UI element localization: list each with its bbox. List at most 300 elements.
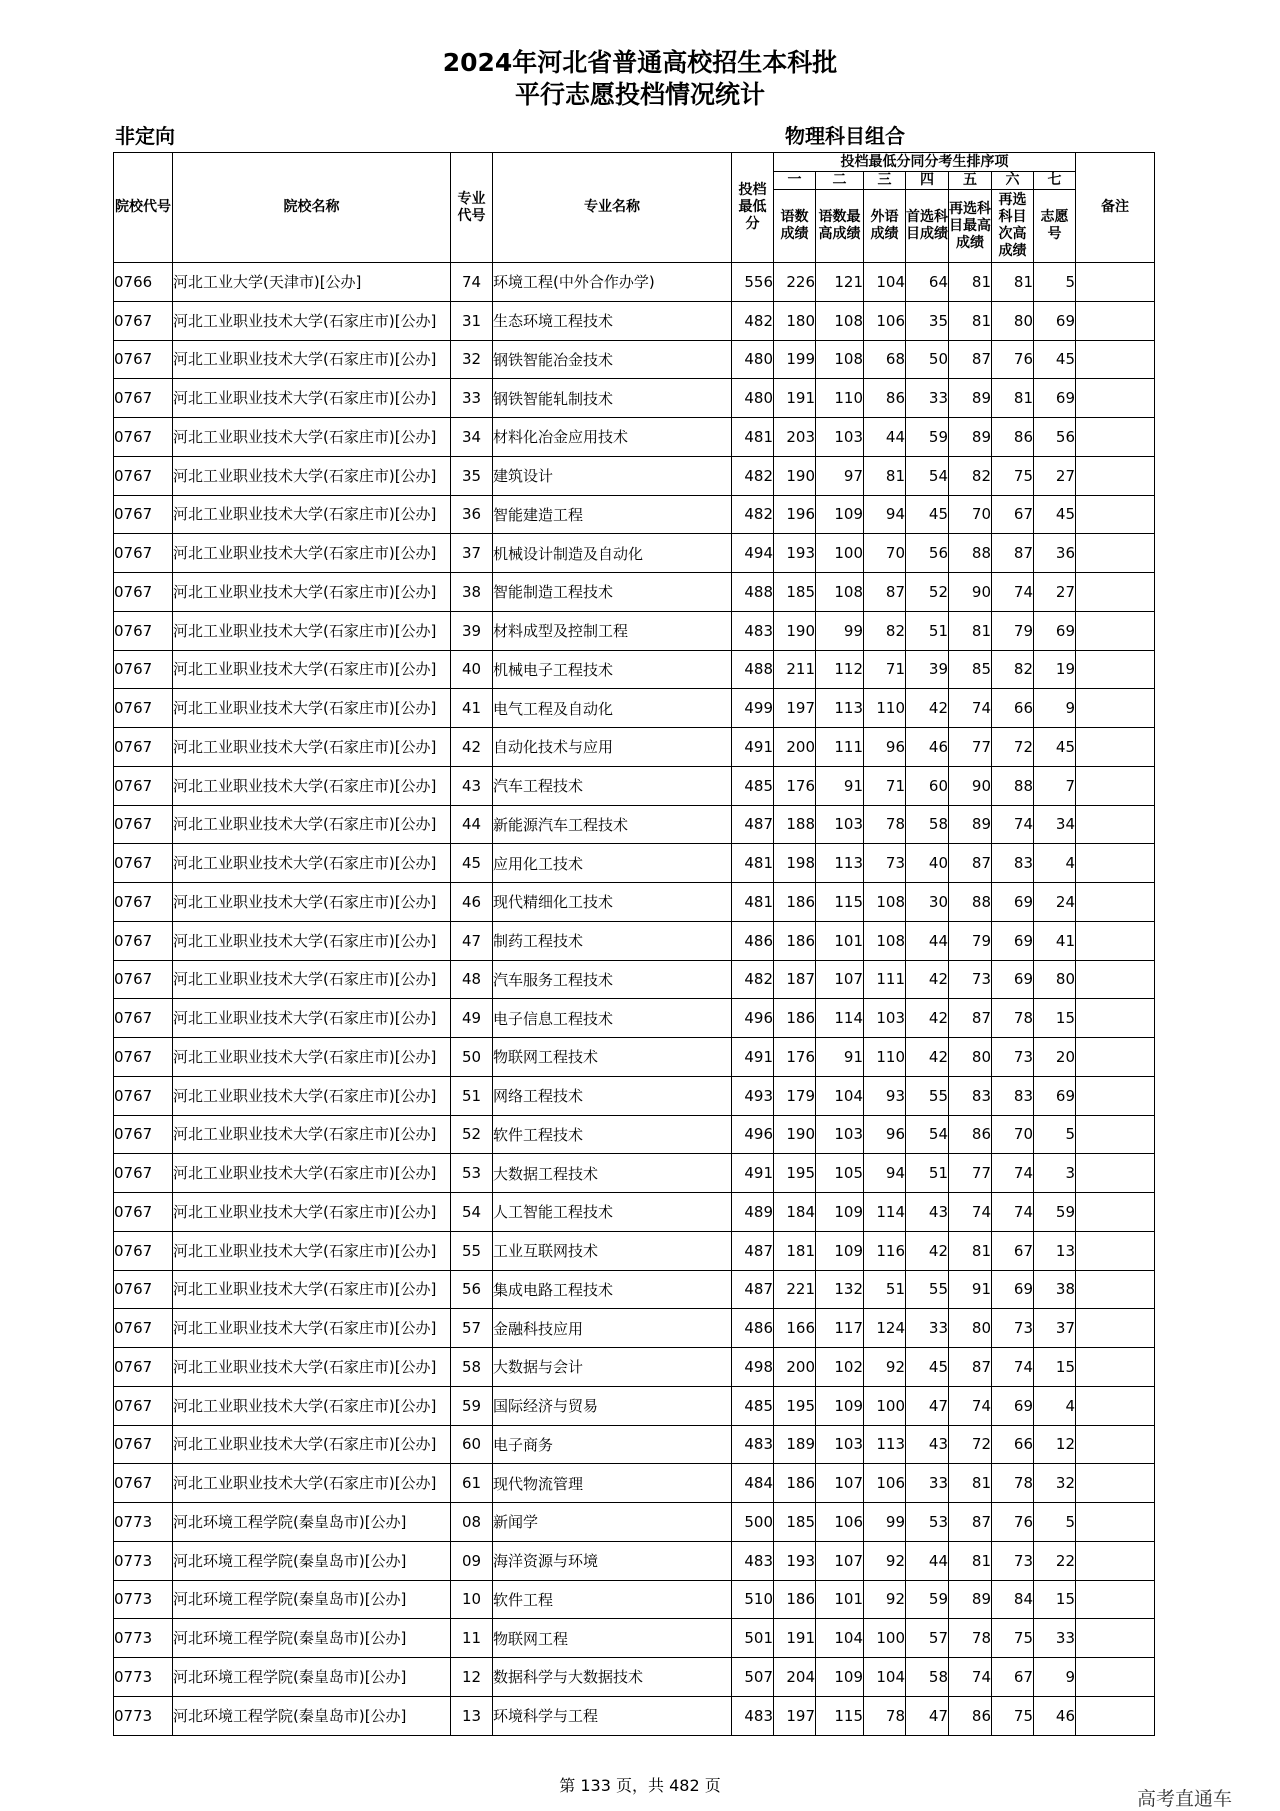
sort-cell: 87 (949, 1348, 992, 1387)
sort-cell: 83 (992, 844, 1034, 883)
major-code-cell: 54 (451, 1193, 493, 1232)
school-name-cell (173, 883, 451, 922)
school-name-cell (173, 1658, 451, 1697)
sort-cell: 179 (774, 1076, 816, 1115)
sort-cell: 92 (864, 1348, 906, 1387)
sort-cell: 34 (1034, 805, 1076, 844)
sort-cell: 51 (864, 1270, 906, 1309)
school-code-cell: 0767 (114, 999, 173, 1038)
remark-cell (1076, 1115, 1155, 1154)
sort-cell: 3 (1034, 1154, 1076, 1193)
min-score-cell: 480 (732, 379, 774, 418)
sort-cell: 181 (774, 1231, 816, 1270)
sort-cell: 71 (864, 766, 906, 805)
sort-cell: 38 (1034, 1270, 1076, 1309)
major-name-cell: 现代精细化工技术 (493, 883, 732, 922)
sort-cell: 42 (906, 999, 949, 1038)
sort-cell: 185 (774, 573, 816, 612)
major-code-cell: 46 (451, 883, 493, 922)
school-code-cell: 0767 (114, 534, 173, 573)
school-name-cell (173, 1231, 451, 1270)
sort-cell: 109 (816, 1231, 864, 1270)
sort-cell: 70 (992, 1115, 1034, 1154)
min-score-cell: 507 (732, 1658, 774, 1697)
school-name-text: 河北工业职业技术大学(石家庄市)[公办] (173, 1319, 437, 1338)
page-title: 2024年河北省普通高校招生本科批 (442, 48, 838, 77)
major-name-cell: 现代物流管理 (493, 1464, 732, 1503)
school-code-cell: 0767 (114, 1386, 173, 1425)
school-code-cell: 0773 (114, 1696, 173, 1735)
sort-cell: 193 (774, 534, 816, 573)
min-score-cell: 510 (732, 1580, 774, 1619)
table-row (114, 805, 1155, 844)
sort-cell: 89 (949, 418, 992, 457)
sort-cell: 106 (864, 301, 906, 340)
sort-cell: 81 (992, 379, 1034, 418)
min-score-cell: 499 (732, 689, 774, 728)
school-name-text: 河北工业职业技术大学(石家庄市)[公办] (173, 1474, 437, 1493)
table-row (114, 1270, 1155, 1309)
sort-cell: 46 (906, 728, 949, 767)
sort-cell: 27 (1034, 573, 1076, 612)
sort-cell: 59 (906, 1580, 949, 1619)
sort-cell: 108 (864, 883, 906, 922)
major-name-cell: 环境工程(中外合作办学) (493, 263, 732, 302)
sort-cell: 81 (949, 301, 992, 340)
sort-cell: 15 (1034, 1348, 1076, 1387)
sort-cell: 87 (864, 573, 906, 612)
major-name-cell: 智能建造工程 (493, 495, 732, 534)
school-name-text: 河北工业职业技术大学(石家庄市)[公办] (173, 505, 437, 524)
school-name-cell (173, 1154, 451, 1193)
sort-cell: 114 (816, 999, 864, 1038)
sort-cell: 33 (906, 379, 949, 418)
sort-cell: 88 (992, 766, 1034, 805)
major-code-cell: 74 (451, 263, 493, 302)
table-row (114, 1696, 1155, 1735)
sort-cell: 115 (816, 1696, 864, 1735)
min-score-cell: 484 (732, 1464, 774, 1503)
header-sort-number: 四 (906, 172, 949, 190)
header-sort-number: 七 (1034, 172, 1076, 190)
remark-cell (1076, 1270, 1155, 1309)
school-name-cell (173, 921, 451, 960)
school-code-cell: 0767 (114, 573, 173, 612)
table-row (114, 263, 1155, 302)
sort-cell: 73 (992, 1541, 1034, 1580)
sort-cell: 60 (906, 766, 949, 805)
major-name-cell: 钢铁智能轧制技术 (493, 379, 732, 418)
sort-cell: 35 (906, 301, 949, 340)
sort-cell: 55 (906, 1076, 949, 1115)
major-name-cell: 国际经济与贸易 (493, 1386, 732, 1425)
sort-cell: 87 (949, 844, 992, 883)
major-name-cell: 钢铁智能冶金技术 (493, 340, 732, 379)
sort-cell: 124 (864, 1309, 906, 1348)
sort-cell: 96 (864, 728, 906, 767)
school-name-cell (173, 1503, 451, 1542)
min-score-cell: 485 (732, 766, 774, 805)
sort-cell: 80 (992, 301, 1034, 340)
sort-cell: 13 (1034, 1231, 1076, 1270)
table-row (114, 301, 1155, 340)
sort-cell: 69 (992, 1270, 1034, 1309)
remark-cell (1076, 650, 1155, 689)
sort-cell: 111 (864, 960, 906, 999)
sort-cell: 107 (816, 1464, 864, 1503)
sort-cell: 197 (774, 689, 816, 728)
sort-cell: 113 (864, 1425, 906, 1464)
remark-cell (1076, 340, 1155, 379)
remark-cell (1076, 1503, 1155, 1542)
sort-cell: 33 (906, 1464, 949, 1503)
remark-cell (1076, 1464, 1155, 1503)
major-name-cell: 智能制造工程技术 (493, 573, 732, 612)
school-name-cell (173, 340, 451, 379)
sort-cell: 54 (906, 456, 949, 495)
sort-cell: 66 (992, 1425, 1034, 1464)
school-name-text: 河北工业职业技术大学(石家庄市)[公办] (173, 815, 437, 834)
major-code-cell: 39 (451, 611, 493, 650)
sort-cell: 115 (816, 883, 864, 922)
school-code-cell: 0767 (114, 960, 173, 999)
sort-cell: 102 (816, 1348, 864, 1387)
min-score-cell: 485 (732, 1386, 774, 1425)
school-code-cell: 0773 (114, 1541, 173, 1580)
sort-cell: 68 (864, 340, 906, 379)
min-score-cell: 496 (732, 999, 774, 1038)
sort-cell: 44 (906, 921, 949, 960)
table-row (114, 1309, 1155, 1348)
min-score-cell: 483 (732, 1541, 774, 1580)
sort-cell: 103 (864, 999, 906, 1038)
header-sort-item: 语数最高成绩 (816, 190, 864, 263)
sort-cell: 5 (1034, 1115, 1076, 1154)
school-name-text: 河北环境工程学院(秦皇岛市)[公办] (173, 1667, 407, 1686)
sort-cell: 74 (949, 1193, 992, 1232)
sort-cell: 69 (1034, 1076, 1076, 1115)
sort-cell: 85 (949, 650, 992, 689)
sort-cell: 89 (949, 379, 992, 418)
school-name-text: 河北工业职业技术大学(石家庄市)[公办] (173, 350, 437, 369)
school-name-text: 河北工业职业技术大学(石家庄市)[公办] (173, 1047, 437, 1066)
sort-cell: 78 (949, 1619, 992, 1658)
sort-cell: 57 (906, 1619, 949, 1658)
sort-cell: 56 (1034, 418, 1076, 457)
major-name-cell: 材料成型及控制工程 (493, 611, 732, 650)
sort-cell: 75 (992, 1619, 1034, 1658)
school-name-text: 河北工业职业技术大学(石家庄市)[公办] (173, 892, 437, 911)
remark-cell (1076, 883, 1155, 922)
sort-cell: 54 (906, 1115, 949, 1154)
sort-cell: 74 (992, 805, 1034, 844)
sort-cell: 90 (949, 766, 992, 805)
sort-cell: 195 (774, 1386, 816, 1425)
school-name-text: 河北环境工程学院(秦皇岛市)[公办] (173, 1629, 407, 1648)
admission-table (113, 152, 1155, 1736)
sort-cell: 42 (906, 689, 949, 728)
sort-cell: 204 (774, 1658, 816, 1697)
sort-cell: 121 (816, 263, 864, 302)
sort-cell: 94 (864, 1154, 906, 1193)
sort-cell: 45 (1034, 495, 1076, 534)
sort-cell: 69 (992, 883, 1034, 922)
school-name-cell (173, 1309, 451, 1348)
school-code-cell: 0766 (114, 263, 173, 302)
header-remark: 备注 (1076, 153, 1155, 263)
sort-cell: 55 (906, 1270, 949, 1309)
sort-cell: 83 (949, 1076, 992, 1115)
major-code-cell: 42 (451, 728, 493, 767)
sort-cell: 203 (774, 418, 816, 457)
major-name-cell: 新能源汽车工程技术 (493, 805, 732, 844)
min-score-cell: 481 (732, 844, 774, 883)
school-name-cell (173, 534, 451, 573)
school-name-cell (173, 728, 451, 767)
table-row (114, 1503, 1155, 1542)
min-score-cell: 481 (732, 418, 774, 457)
major-name-cell: 工业互联网技术 (493, 1231, 732, 1270)
sort-cell: 199 (774, 340, 816, 379)
table-row (114, 1076, 1155, 1115)
school-name-cell (173, 573, 451, 612)
sort-cell: 42 (906, 1038, 949, 1077)
sort-cell: 200 (774, 728, 816, 767)
major-name-cell: 新闻学 (493, 1503, 732, 1542)
sort-cell: 96 (864, 1115, 906, 1154)
table-row (114, 766, 1155, 805)
school-name-text: 河北工业职业技术大学(石家庄市)[公办] (173, 389, 437, 408)
sort-cell: 101 (816, 1580, 864, 1619)
major-code-cell: 13 (451, 1696, 493, 1735)
sort-cell: 77 (949, 728, 992, 767)
sort-cell: 117 (816, 1309, 864, 1348)
sort-cell: 86 (864, 379, 906, 418)
school-name-cell (173, 418, 451, 457)
school-name-text: 河北工业职业技术大学(石家庄市)[公办] (173, 466, 437, 485)
school-name-text: 河北工业职业技术大学(石家庄市)[公办] (173, 1357, 437, 1376)
min-score-cell: 556 (732, 263, 774, 302)
table-row (114, 1541, 1155, 1580)
watermark: 高考直通车 (1137, 1788, 1233, 1810)
header-sort-number: 二 (816, 172, 864, 190)
major-code-cell: 55 (451, 1231, 493, 1270)
sort-cell: 67 (992, 495, 1034, 534)
sort-cell: 75 (992, 1696, 1034, 1735)
sort-cell: 110 (816, 379, 864, 418)
remark-cell (1076, 960, 1155, 999)
school-code-cell: 0773 (114, 1658, 173, 1697)
school-code-cell: 0767 (114, 1154, 173, 1193)
school-code-cell: 0767 (114, 650, 173, 689)
school-name-text: 河北工业职业技术大学(石家庄市)[公办] (173, 1241, 437, 1260)
sort-cell: 44 (864, 418, 906, 457)
sort-cell: 70 (949, 495, 992, 534)
school-name-text: 河北工业职业技术大学(石家庄市)[公办] (173, 582, 437, 601)
sort-cell: 69 (1034, 611, 1076, 650)
sort-cell: 196 (774, 495, 816, 534)
sort-cell: 80 (949, 1038, 992, 1077)
sort-cell: 99 (816, 611, 864, 650)
header-sort-item: 外语成绩 (864, 190, 906, 263)
table-row (114, 1464, 1155, 1503)
sort-cell: 226 (774, 263, 816, 302)
school-code-cell: 0767 (114, 456, 173, 495)
sort-cell: 82 (992, 650, 1034, 689)
school-code-cell: 0773 (114, 1503, 173, 1542)
table-row (114, 844, 1155, 883)
min-score-cell: 491 (732, 1038, 774, 1077)
table-row (114, 1231, 1155, 1270)
major-name-cell: 金融科技应用 (493, 1309, 732, 1348)
sort-cell: 74 (992, 1348, 1034, 1387)
sort-cell: 46 (1034, 1696, 1076, 1735)
sort-cell: 4 (1034, 844, 1076, 883)
school-name-text: 河北环境工程学院(秦皇岛市)[公办] (173, 1551, 407, 1570)
min-score-cell: 483 (732, 1696, 774, 1735)
sort-cell: 211 (774, 650, 816, 689)
sort-cell: 47 (906, 1386, 949, 1425)
remark-cell (1076, 1386, 1155, 1425)
table-row (114, 456, 1155, 495)
sort-cell: 19 (1034, 650, 1076, 689)
sort-cell: 52 (906, 573, 949, 612)
school-name-cell (173, 1115, 451, 1154)
min-score-cell: 488 (732, 573, 774, 612)
min-score-cell: 486 (732, 921, 774, 960)
major-code-cell: 48 (451, 960, 493, 999)
school-code-cell: 0767 (114, 921, 173, 960)
remark-cell (1076, 534, 1155, 573)
major-name-cell: 生态环境工程技术 (493, 301, 732, 340)
remark-cell (1076, 1580, 1155, 1619)
school-name-cell (173, 650, 451, 689)
school-name-cell (173, 611, 451, 650)
min-score-cell: 489 (732, 1193, 774, 1232)
remark-cell (1076, 301, 1155, 340)
remark-cell (1076, 1076, 1155, 1115)
sort-cell: 32 (1034, 1464, 1076, 1503)
sort-cell: 88 (949, 534, 992, 573)
sort-cell: 197 (774, 1696, 816, 1735)
sort-cell: 74 (992, 1154, 1034, 1193)
sort-cell: 90 (949, 573, 992, 612)
major-name-cell: 大数据与会计 (493, 1348, 732, 1387)
school-code-cell: 0767 (114, 418, 173, 457)
sort-cell: 69 (992, 921, 1034, 960)
sort-cell: 51 (906, 1154, 949, 1193)
sort-cell: 185 (774, 1503, 816, 1542)
major-name-cell: 物联网工程 (493, 1619, 732, 1658)
remark-cell (1076, 921, 1155, 960)
school-name-text: 河北工业职业技术大学(石家庄市)[公办] (173, 1435, 437, 1454)
sort-cell: 110 (864, 1038, 906, 1077)
min-score-cell: 483 (732, 1425, 774, 1464)
major-code-cell: 52 (451, 1115, 493, 1154)
table-row (114, 573, 1155, 612)
school-name-cell (173, 1464, 451, 1503)
header-major-name: 专业名称 (493, 153, 732, 263)
school-code-cell: 0767 (114, 883, 173, 922)
remark-cell (1076, 766, 1155, 805)
school-name-cell (173, 1076, 451, 1115)
sort-cell: 107 (816, 1541, 864, 1580)
sort-cell: 180 (774, 301, 816, 340)
sort-cell: 78 (864, 805, 906, 844)
school-code-cell: 0767 (114, 340, 173, 379)
school-name-cell (173, 844, 451, 883)
header-sort-item: 志愿号 (1034, 190, 1076, 263)
sort-cell: 81 (949, 1541, 992, 1580)
major-name-cell: 汽车工程技术 (493, 766, 732, 805)
school-code-cell: 0767 (114, 1348, 173, 1387)
school-name-cell (173, 766, 451, 805)
header-sort-group: 投档最低分同分考生排序项 (774, 153, 1076, 172)
school-name-cell (173, 960, 451, 999)
major-code-cell: 35 (451, 456, 493, 495)
remark-cell (1076, 1696, 1155, 1735)
major-name-cell: 机械设计制造及自动化 (493, 534, 732, 573)
sort-cell: 221 (774, 1270, 816, 1309)
major-code-cell: 59 (451, 1386, 493, 1425)
sort-cell: 195 (774, 1154, 816, 1193)
sort-cell: 20 (1034, 1038, 1076, 1077)
sort-cell: 27 (1034, 456, 1076, 495)
sort-cell: 109 (816, 1386, 864, 1425)
major-code-cell: 31 (451, 301, 493, 340)
school-name-text: 河北工业大学(天津市)[公办] (173, 272, 362, 291)
school-name-cell (173, 1696, 451, 1735)
school-code-cell: 0767 (114, 379, 173, 418)
sort-cell: 81 (949, 263, 992, 302)
sort-cell: 42 (906, 1231, 949, 1270)
school-name-cell (173, 1270, 451, 1309)
sort-cell: 100 (816, 534, 864, 573)
sort-cell: 99 (864, 1503, 906, 1542)
major-code-cell: 34 (451, 418, 493, 457)
sort-cell: 73 (864, 844, 906, 883)
major-code-cell: 43 (451, 766, 493, 805)
sort-cell: 58 (906, 1658, 949, 1697)
school-code-cell: 0767 (114, 766, 173, 805)
major-name-cell: 汽车服务工程技术 (493, 960, 732, 999)
sort-cell: 73 (992, 1309, 1034, 1348)
min-score-cell: 493 (732, 1076, 774, 1115)
sort-cell: 83 (992, 1076, 1034, 1115)
major-code-cell: 44 (451, 805, 493, 844)
sort-cell: 186 (774, 883, 816, 922)
sort-cell: 74 (992, 1193, 1034, 1232)
school-name-text: 河北工业职业技术大学(石家庄市)[公办] (173, 931, 437, 950)
school-name-text: 河北环境工程学院(秦皇岛市)[公办] (173, 1512, 407, 1531)
sort-cell: 100 (864, 1619, 906, 1658)
table-row (114, 650, 1155, 689)
major-code-cell: 58 (451, 1348, 493, 1387)
sort-cell: 41 (1034, 921, 1076, 960)
header-sort-item: 再选科目最高成绩 (949, 190, 992, 263)
school-code-cell: 0773 (114, 1619, 173, 1658)
sort-cell: 76 (992, 1503, 1034, 1542)
sort-cell: 108 (816, 301, 864, 340)
major-name-cell: 自动化技术与应用 (493, 728, 732, 767)
sort-cell: 87 (949, 999, 992, 1038)
remark-cell (1076, 1309, 1155, 1348)
page-footer: 第 133 页，共 482 页 (559, 1776, 721, 1795)
sort-cell: 67 (992, 1658, 1034, 1697)
sort-cell: 87 (992, 534, 1034, 573)
sort-cell: 91 (816, 766, 864, 805)
school-code-cell: 0767 (114, 301, 173, 340)
